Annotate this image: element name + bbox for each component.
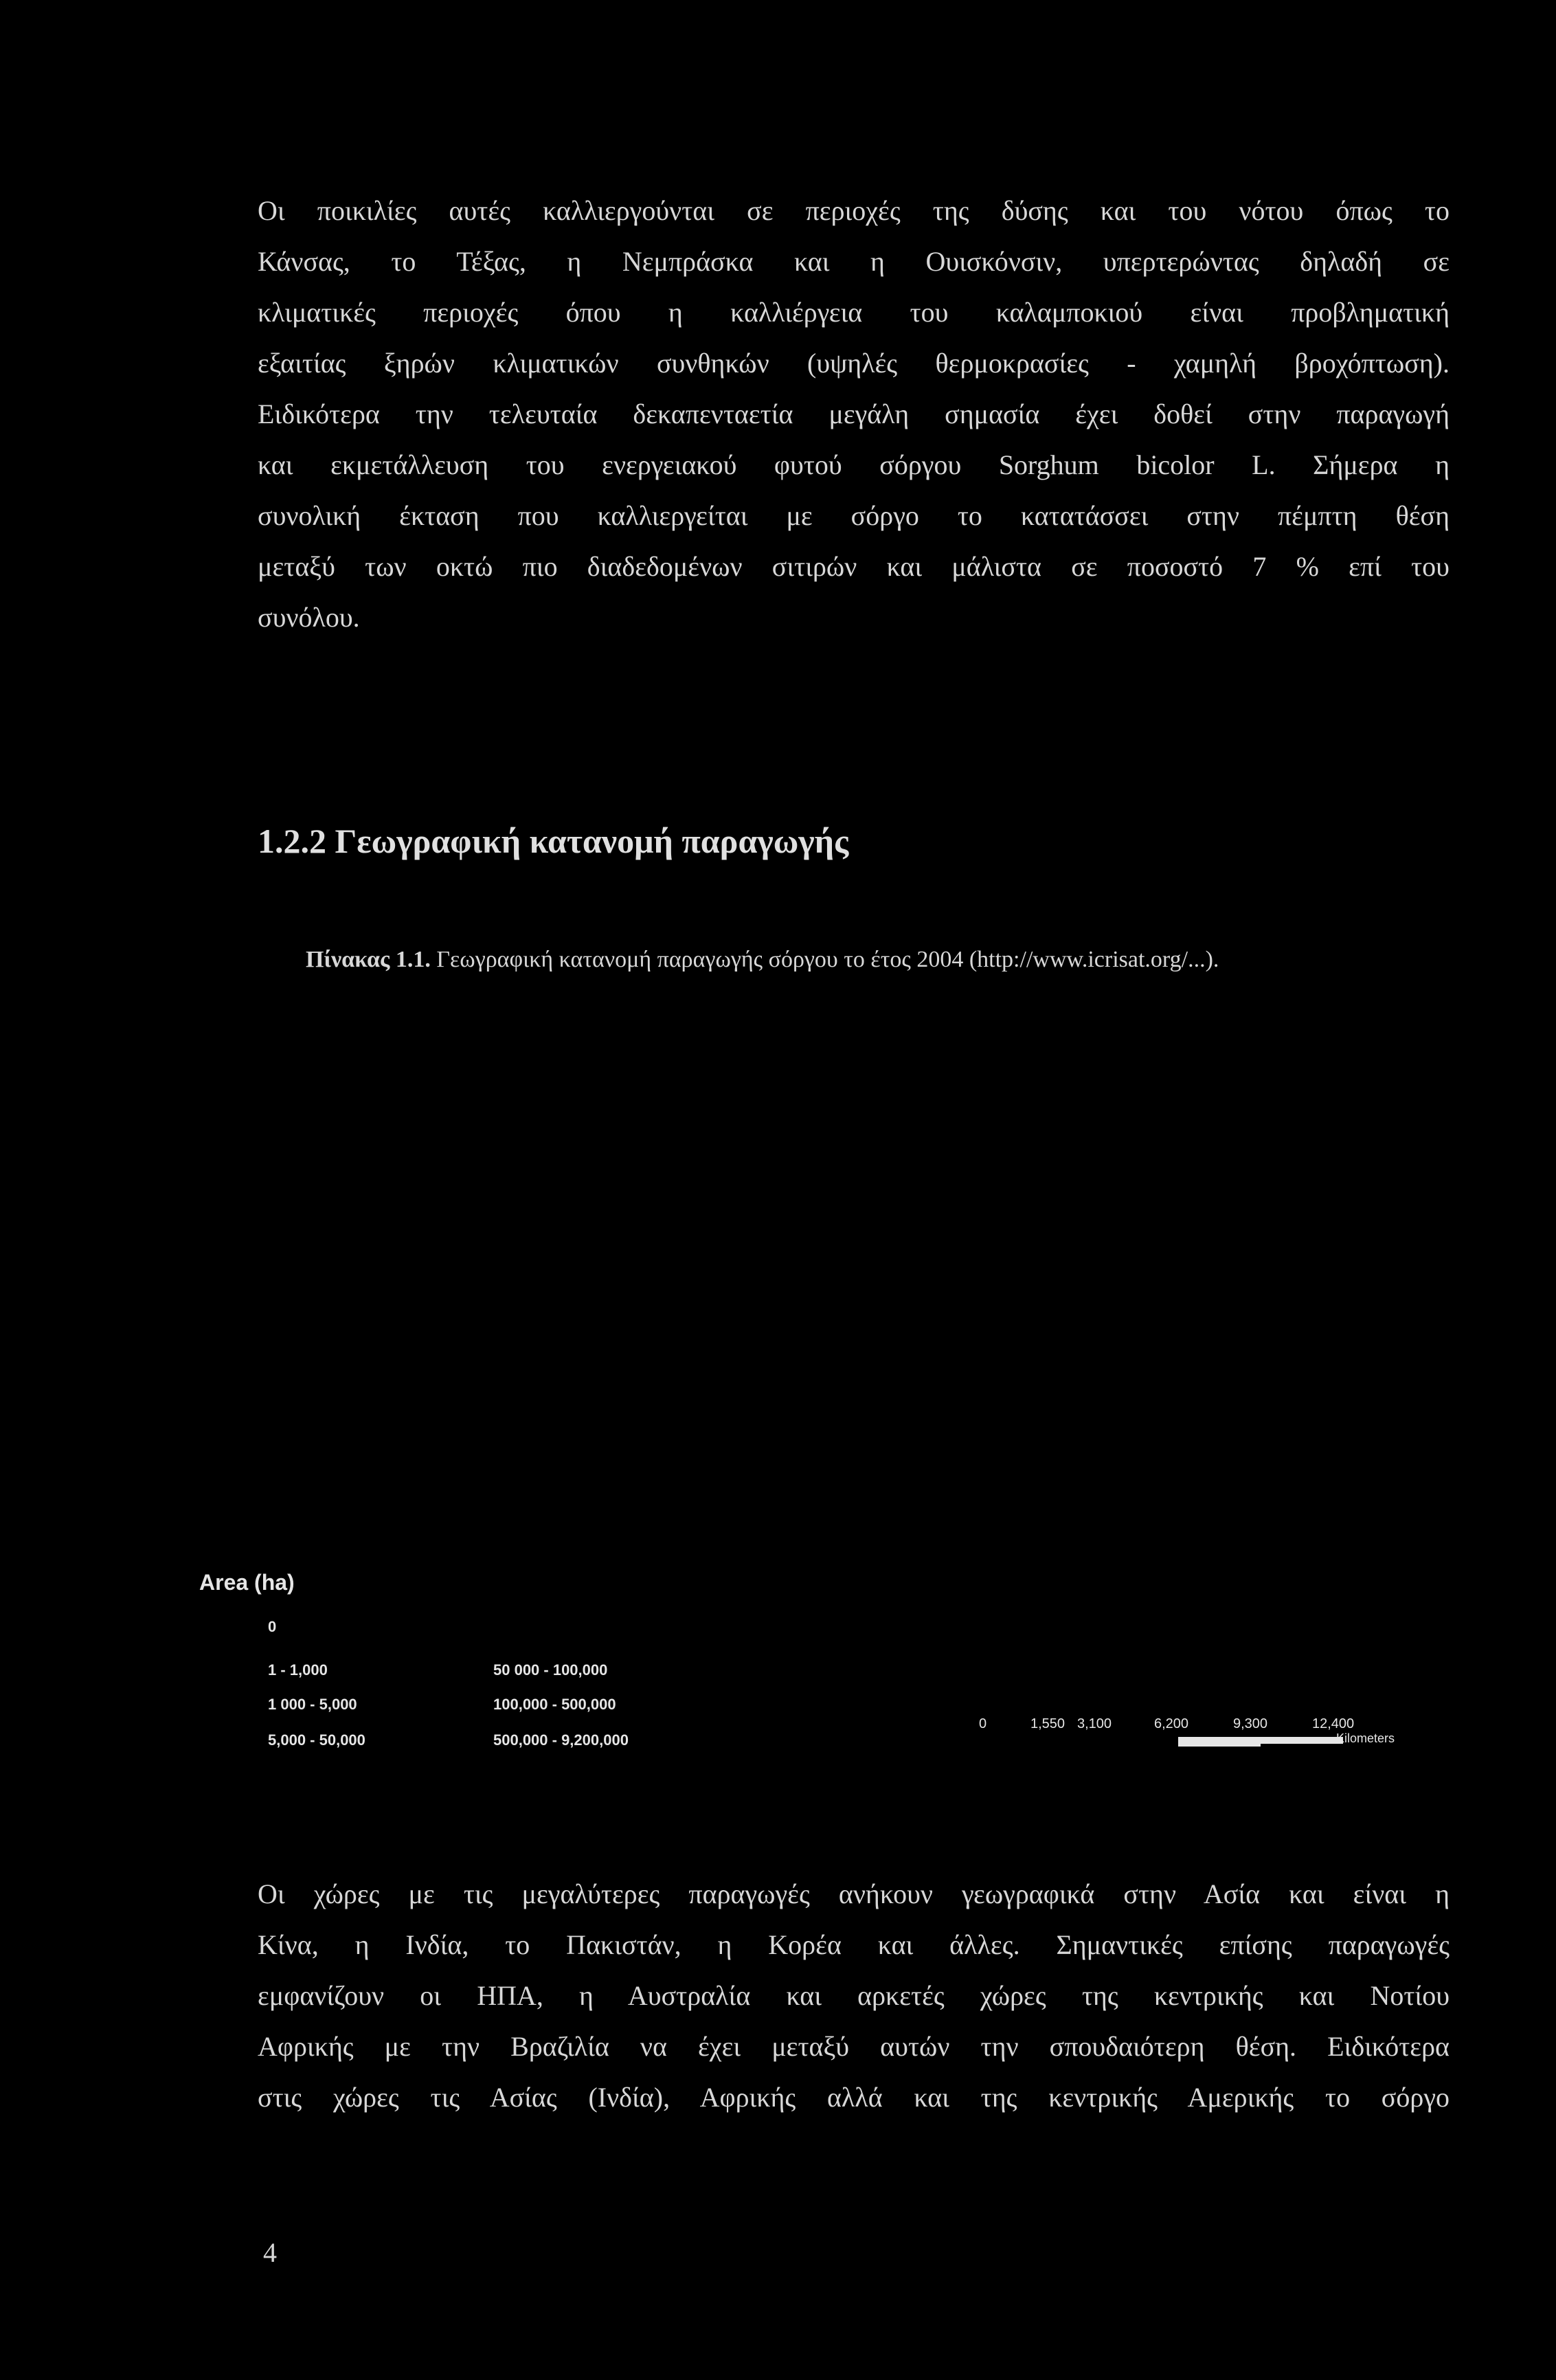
paragraph-intro: [258, 186, 1450, 643]
caption-label: Πίνακας 1.1.: [306, 947, 431, 972]
text-line: συνόλου.: [258, 602, 360, 633]
scale-tick-label: 0: [979, 1716, 987, 1731]
scale-bar-segment: [1178, 1744, 1261, 1747]
legend-item: 100,000 - 500,000: [493, 1696, 616, 1713]
scale-tick-label: 9,300: [1233, 1716, 1268, 1731]
page-number: 4: [263, 2237, 277, 2268]
scale-bar: [969, 1716, 1436, 1771]
scale-tick-label: 1,550: [1030, 1716, 1065, 1731]
text-line: Αφρικής με την Βραζιλία να έχει μεταξύ αυτών την σπουδαιότερη θέση. Ειδικότερα: [258, 2031, 1450, 2062]
text-line: Κίνα, η Ινδία, το Πακιστάν, η Κορέα και άλλες. Σημαντικές επίσης παραγωγές: [258, 1929, 1450, 1960]
scale-tick-label: 6,200: [1154, 1716, 1189, 1731]
legend-item: 5,000 - 50,000: [268, 1731, 365, 1749]
text-line: μεταξύ των οκτώ πιο διαδεδομένων σιτιρών και μάλιστα σε ποσοστό 7 % επί του: [258, 551, 1450, 582]
text-line: εμφανίζουν οι ΗΠΑ, η Αυστραλία και αρκετές χώρες της κεντρικής και Νοτίου: [258, 1980, 1450, 2011]
caption-text: Γεωγραφική κατανομή παραγωγής σόργου το έτος 2004 (http://www.icrisat.org/...).: [430, 947, 1219, 972]
scale-unit-label: Kilometers: [1336, 1731, 1395, 1745]
scale-tick-label: 3,100: [1077, 1716, 1112, 1731]
text-line: συνολική έκταση που καλλιεργείται με σόργο το κατατάσσει στην πέμπτη θέση: [258, 500, 1450, 531]
legend-item: 0: [268, 1618, 277, 1635]
legend-title: Area (ha): [199, 1570, 295, 1595]
text-line: Οι ποικιλίες αυτές καλλιεργούνται σε περιοχές της δύσης και του νότου όπως το: [258, 195, 1450, 226]
text-line: Κάνσας, το Τέξας, η Νεμπράσκα και η Ουισκόνσιν, υπερτερώντας δηλαδή σε: [258, 246, 1450, 277]
legend-item: 500,000 - 9,200,000: [493, 1731, 629, 1749]
text-line: Ειδικότερα την τελευταία δεκαπενταετία μεγάλη σημασία έχει δοθεί στην παραγωγή: [258, 398, 1450, 429]
section-heading: 1.2.2 Γεωγραφική κατανομή παραγωγής: [258, 822, 849, 860]
text-line: εξαιτίας ξηρών κλιματικών συνθηκών (υψηλές θερμοκρασίες - χαμηλή βροχόπτωση).: [258, 348, 1450, 379]
legend-item: 1 000 - 5,000: [268, 1696, 357, 1713]
text-line: και εκμετάλλευση του ενεργειακού φυτού σόργου Sorghum bicolor L. Σήμερα η: [258, 449, 1450, 480]
paragraph-production: [258, 1869, 1450, 2123]
legend-item: 1 - 1,000: [268, 1661, 328, 1679]
text-line: στις χώρες τις Ασίας (Ινδία), Αφρικής αλλά και της κεντρικής Αμερικής το σόργο: [258, 2082, 1450, 2113]
table-caption: [306, 947, 1219, 973]
scale-tick-label: 12,400: [1312, 1716, 1355, 1731]
scale-bar-segment: [1178, 1737, 1343, 1744]
map-legend: [199, 1570, 749, 1776]
legend-item: 50 000 - 100,000: [493, 1661, 608, 1679]
text-line: Οι χώρες με τις μεγαλύτερες παραγωγές ανήκουν γεωγραφικά στην Ασία και είναι η: [258, 1878, 1450, 1909]
text-line: κλιματικές περιοχές όπου η καλλιέργεια του καλαμποκιού είναι προβληματική: [258, 297, 1450, 328]
